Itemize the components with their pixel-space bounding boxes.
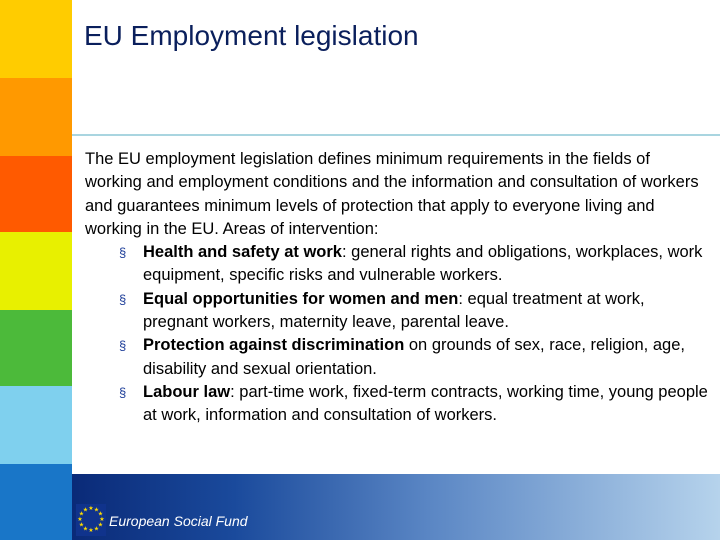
stripe-green [0,310,72,386]
svg-text:★: ★ [93,506,100,514]
color-stripe [0,0,72,540]
list-item [85,241,710,288]
title-divider [72,134,720,136]
bullet-text: : general rights and obligations, workplaces, work equipment, specific risks and vulnerable workers. [143,243,703,285]
slide-title: EU Employment legislation [84,20,419,51]
bullet-icon: § [119,291,127,307]
bullet-heading: Equal opportunities for women and men [143,289,459,308]
bullet-text: : part-time work, fixed-term contracts, working time, young people at work, information and consultation of workers. [143,382,708,425]
fund-name: European Social Fund [109,513,248,529]
stripe-light-blue [0,386,72,464]
list-item [85,288,710,335]
list-item [85,381,710,428]
stripe-orange [0,78,72,156]
svg-text:★: ★ [77,516,83,523]
svg-text:★: ★ [97,510,104,518]
svg-text:★: ★ [88,527,94,534]
stripe-lime [0,232,72,310]
bullet-text: on grounds of sex, race, religion, age, disability and sexual orientation. [143,336,685,378]
bullet-icon: § [119,245,127,261]
svg-text:★: ★ [88,505,94,512]
stripe-yellow [0,0,72,78]
stripe-blue [0,464,72,540]
svg-text:★: ★ [78,510,85,518]
areas-list [85,241,710,427]
bullet-text: : equal treatment at work, pregnant workers, maternity leave, parental leave. [143,289,645,332]
bullet-heading: Protection against discrimination [143,336,405,355]
svg-text:★: ★ [97,521,104,529]
list-item [85,334,710,381]
svg-text:★: ★ [78,521,85,529]
svg-text:★: ★ [82,525,89,533]
footer-bar [72,474,720,540]
svg-text:★: ★ [93,525,100,533]
bullet-heading: Health and safety at work [143,243,342,262]
bullet-icon: § [119,338,127,354]
slide-body [85,148,710,428]
eu-flag-icon [76,504,106,536]
bullet-icon: § [119,384,127,400]
stripe-red-orange [0,156,72,232]
bullet-heading: Labour law [143,382,231,401]
intro-paragraph: The EU employment legislation defines minimum requirements in the fields of working and employment conditions and the information and consultation of workers and guarantees minimum levels of protection that apply to everyone living and working in the EU. Areas of intervention: [85,150,699,238]
svg-text:★: ★ [99,516,105,523]
svg-text:★: ★ [82,506,89,514]
